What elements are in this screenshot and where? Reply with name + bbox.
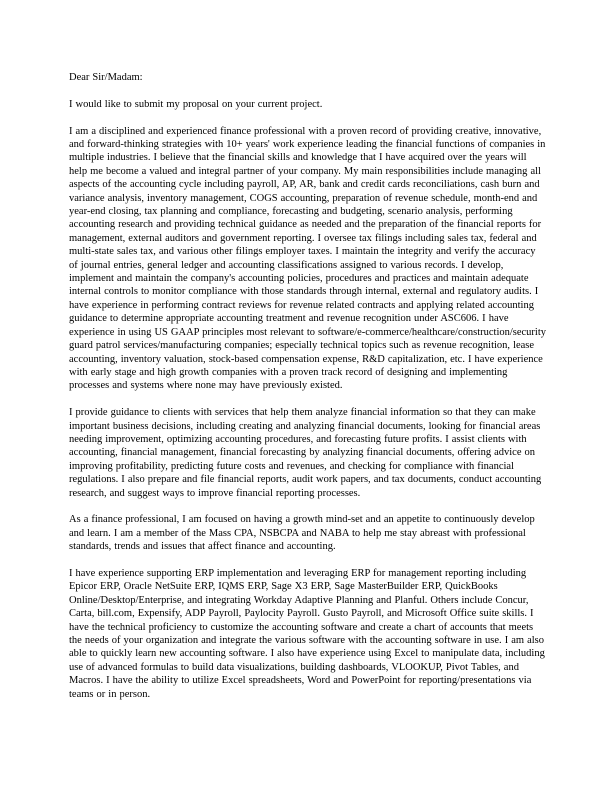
letter-paragraph-software-skills: I have experience supporting ERP implementation and leveraging ERP for management reporting including Epicor ERP, Oracle NetSuite ERP, IQMS ERP, Sage X3 ERP, Sage MasterBuilder ERP, QuickBooks Online/Desktop/Enterprise, and integrating Workday Adaptive Planning and Planful. Others include Concur, Carta, bill.com, Expensify, ADP Payroll, Paylocity Payroll. Gusto Payroll, and Microsoft Office suite skills. I have the technical proficiency to customize the accounting software and create a chart of accounts that meets the needs of your organization and integrate the various software with the accounting software in use. I am also able to quickly learn new accounting software. I also have experience using Excel to manipulate data, including use of advanced formulas to build data visualizations, building dashboards, VLOOKUP, Pivot Tables, and Macros. I have the ability to utilize Excel spreadsheets, Word and PowerPoint for reporting/presentations via teams or in person. xyxy=(69,567,545,700)
salutation: Dear Sir/Madam: xyxy=(69,72,143,83)
letter-paragraph-intro: I would like to submit my proposal on your current project. xyxy=(69,98,323,110)
letter-paragraph-services: I provide guidance to clients with services that help them analyze financial information so that they can make important business decisions, including creating and analyzing financial documents, looking for financial areas needing improvement, optimizing accounting procedures, and forecasting future profits. I assist clients with accounting, financial management, financial forecasting by analyzing financial documents, offering advice on improving profitability, predicting future costs and revenues, and checking for compliance with financial regulations. I also prepare and file financial reports, audit work papers, and tax documents, conduct accounting research, and suggest ways to improve financial reporting processes. xyxy=(69,407,542,499)
letter-paragraph-memberships: As a finance professional, I am focused on having a growth mind-set and an appetite to continuously develop and learn. I am a member of the Mass CPA, NSBCPA and NABA to help me stay abreast with professional standards, trends and issues that affect finance and accounting. xyxy=(69,514,535,553)
letter-paragraph-experience: I am a disciplined and experienced finance professional with a proven record of providing creative, innovative, and forward-thinking strategies with 10+ years' work experience leading the financial functions of companies in multiple industries. I believe that the financial skills and knowledge that I have acquired over the years will help me become a valued and integral partner of your company. My main responsibilities include managing all aspects of the accounting cycle including payroll, AP, AR, bank and credit cards reconciliations, cash burn and variance analysis, inventory management, COGS accounting, preparation of revenue schedule, month-end and year-end closing, tax planning and compliance, forecasting and budgeting, scenario analysis, performing accounting research and providing technical guidance as needed and the preparation of the financial reports for management, external auditors and government reporting. I oversee tax filings including sales tax, federal and multi-state sales tax, and various other filings employer taxes. I maintain the integrity and verify the accuracy of journal entries, general ledger and accounting classifications assigned to various records. I develop, implement and maintain the company's accounting policies, procedures and practices and maintain adequate internal controls to monitor compliance with those standards through internal, external and regulatory audits. I have experience in performing contract reviews for revenue related contracts and applying related accounting guidance to determine appropriate accounting treatment and revenue recognition under ASC606. I have experience in using US GAAP principles most relevant to software/e-commerce/healthcare/construction/security guard patrol services/manufacturing companies; especially technical topics such as revenue recognition, lease accounting, inventory valuation, stock-based compensation expense, R&D capitalization, etc. I have experience with early stage and high growth companies with a proven track record of designing and implementing processes and systems where none may have previously existed. xyxy=(69,125,547,392)
